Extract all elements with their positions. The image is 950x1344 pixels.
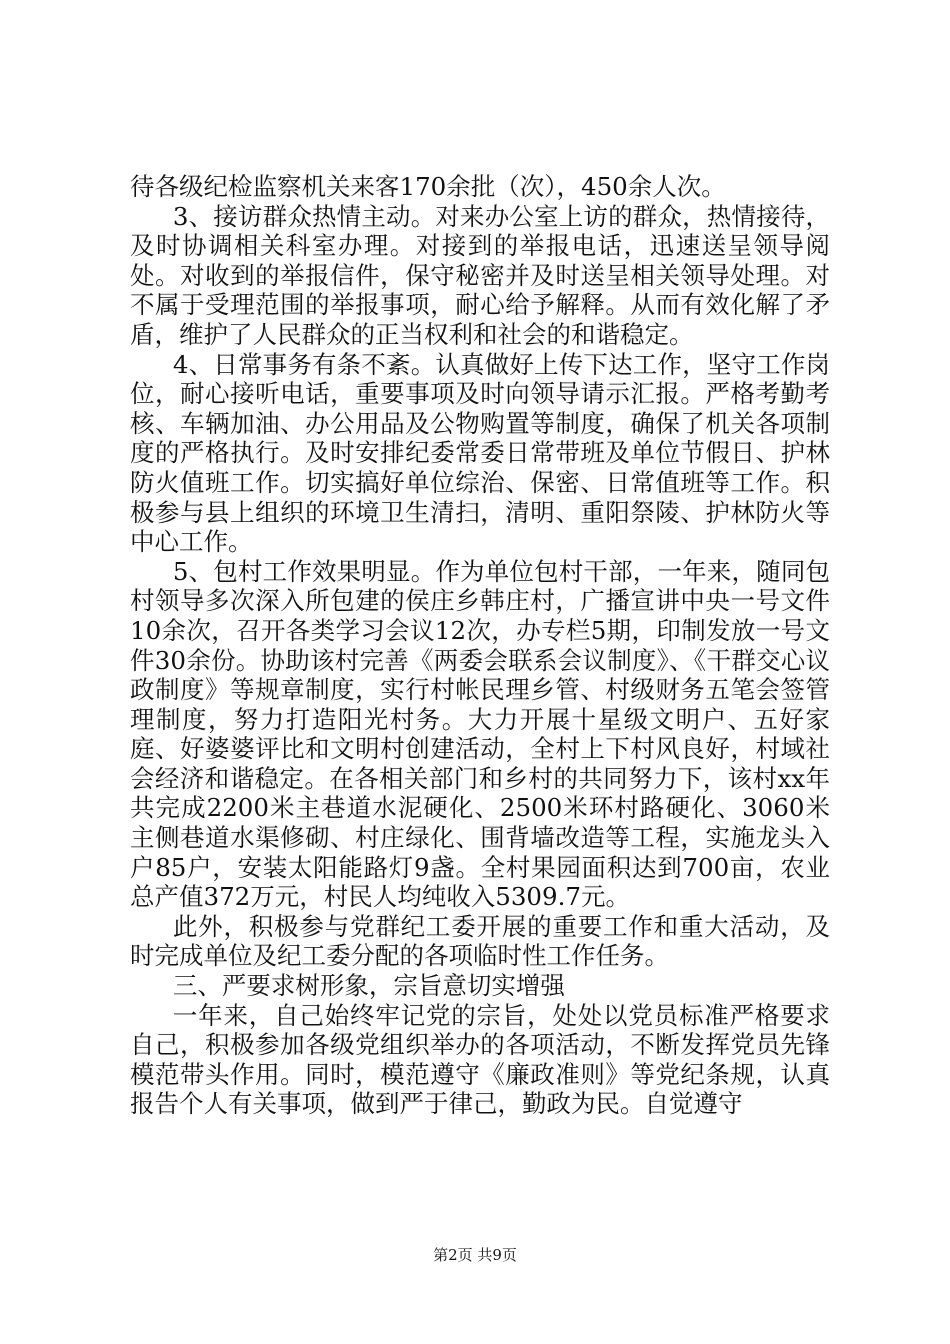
paragraph-item-3: 3、接访群众热情主动。对来办公室上访的群众，热情接待，及时协调相关科室办理。对接到的举报电话，迅速送呈领导阅处。对收到的举报信件，保守秘密并及时送呈相关领导处理。对不属于受理范围的举报事项，耐心给予解释。从而有效化解了矛盾，维护了人民群众的正当权利和社会的和谐稳定。 bbox=[130, 201, 830, 349]
paragraph-item-4: 4、日常事务有条不紊。认真做好上传下达工作，坚守工作岗位，耐心接听电话，重要事项及时向领导请示汇报。严格考勤考核、车辆加油、办公用品及公物购置等制度，确保了机关各项制度的严格执行。及时安排纪委常委日常带班及单位节假日、护林防火值班工作。切实搞好单位综治、保密、日常值班等工作。积极参与县上组织的环境卫生清扫，清明、重阳祭陵、护林防火等中心工作。 bbox=[130, 349, 830, 557]
paragraph-section-3-body: 一年来，自己始终牢记党的宗旨，处处以党员标准严格要求自己，积极参加各级党组织举办的各项活动，不断发挥党员先锋模范带头作用。同时，模范遵守《廉政准则》等党纪条规，认真报告个人有关事项，做到严于律己，勤政为民。自觉遵守 bbox=[130, 1000, 830, 1119]
paragraph-item-5: 5、包村工作效果明显。作为单位包村干部，一年来，随同包村领导多次深入所包建的侯庄乡韩庄村，广播宣讲中央一号文件10余次，召开各类学习会议12次，办专栏5期，印制发放一号文件30余份。协助该村完善《两委会联系会议制度》、《干群交心议政制度》等规章制度，实行村帐民理乡管、村级财务五笔会签管理制度，努力打造阳光村务。大力开展十星级文明户、五好家庭、好婆婆评比和文明村创建活动，全村上下村风良好，村域社会经济和谐稳定。在各相关部门和乡村的共同努力下，该村xx年共完成2200米主巷道水泥硬化、2500米环村路硬化、3060米主侧巷道水渠修砌、村庄绿化、围背墙改造等工程，实施龙头入户85户，安装太阳能路灯9盏。全村果园面积达到700亩，农业总产值372万元，村民人均纯收入5309.7元。 bbox=[130, 556, 830, 912]
paragraph-additional: 此外，积极参与党群纪工委开展的重要工作和重大活动，及时完成单位及纪工委分配的各项临时性工作任务。 bbox=[130, 911, 830, 971]
paragraph-continuation: 待各级纪检监察机关来客170余批（次），450余人次。 bbox=[130, 172, 726, 201]
section-heading-3: 三、严要求树形象，宗旨意切实增强 bbox=[172, 971, 565, 1001]
document-body bbox=[130, 172, 830, 1119]
page-number-footer: 第2页 共9页 bbox=[433, 1246, 517, 1264]
